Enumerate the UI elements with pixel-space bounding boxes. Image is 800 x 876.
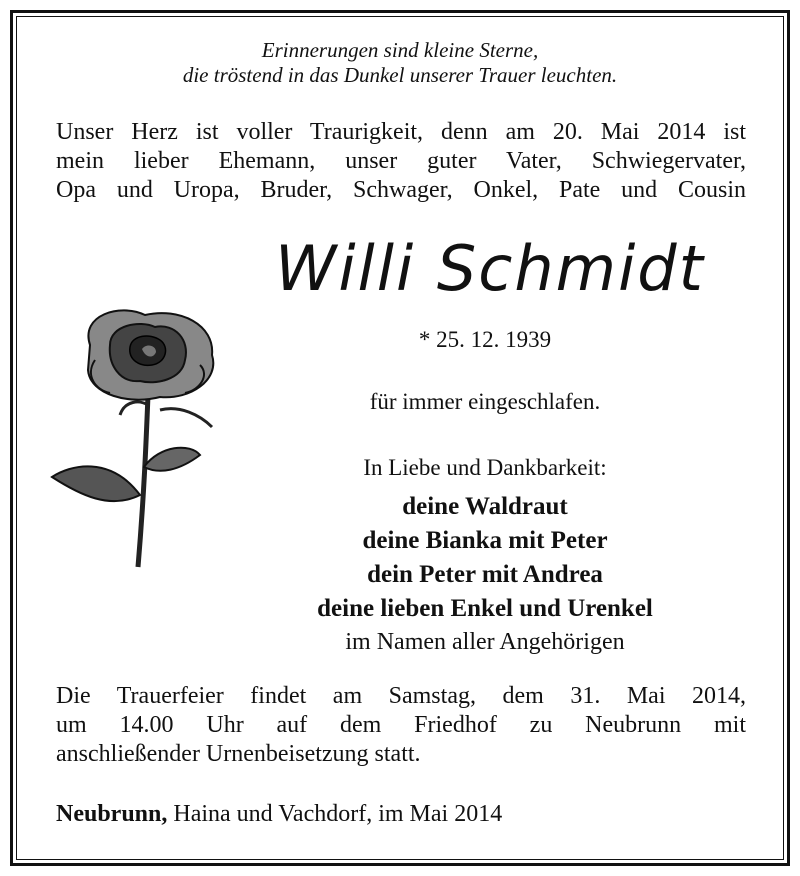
mourner-name: dein Peter mit Andrea	[367, 561, 603, 588]
funeral-line: Die Trauerfeier findet am Samstag, dem 31. Mai 2014,	[56, 683, 746, 709]
signature-place: Neubrunn,	[56, 801, 168, 827]
mourner-name: deine Bianka mit Peter	[362, 527, 608, 554]
deceased-name: Willi Schmidt	[275, 232, 705, 305]
funeral-line: um 14.00 Uhr auf dem Friedhof zu Neubrunn mit	[56, 712, 746, 738]
motto-line-1: Erinnerungen sind kleine Sterne,	[261, 38, 539, 62]
funeral-line: anschließender Urnenbeisetzung statt.	[56, 741, 421, 767]
signature-line	[56, 800, 502, 829]
funeral-paragraph	[56, 682, 746, 769]
mourner-name: deine lieben Enkel und Urenkel	[317, 595, 653, 622]
rose-icon	[50, 305, 220, 575]
intro-line: Opa und Uropa, Bruder, Schwager, Onkel, Pate und Cousin	[56, 177, 746, 203]
mourner-name: deine Waldraut	[402, 493, 568, 520]
intro-line: Unser Herz ist voller Traurigkeit, denn am 20. Mai 2014 ist	[56, 119, 746, 145]
motto-line-2: die tröstend in das Dunkel unserer Trauer leuchten.	[182, 63, 618, 87]
birth-date: * 25. 12. 1939	[418, 327, 552, 352]
mourners-closing: im Namen aller Angehörigen	[345, 629, 625, 655]
intro-line: mein lieber Ehemann, unser guter Vater, Schwiegervater,	[56, 148, 746, 174]
signature-rest: Haina und Vachdorf, im Mai 2014	[167, 801, 503, 827]
intro-paragraph	[56, 118, 746, 205]
status-text: für immer eingeschlafen.	[369, 389, 601, 414]
mourners-heading: In Liebe und Dankbarkeit:	[363, 455, 607, 480]
